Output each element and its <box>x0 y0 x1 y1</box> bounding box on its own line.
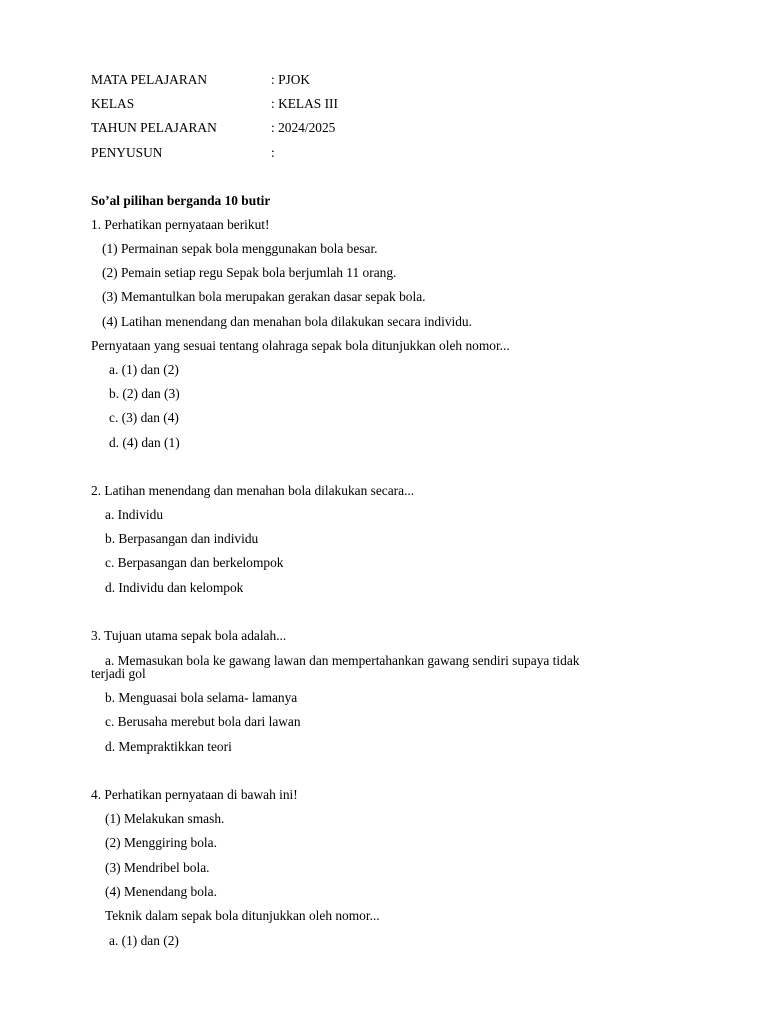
question-4-option-a: a. (1) dan (2) <box>109 933 179 948</box>
question-1-statement: (3) Memantulkan bola merupakan gerakan dasar sepak bola. <box>102 289 426 304</box>
header-value-class: : KELAS III <box>271 96 338 111</box>
question-1-statement: (4) Latihan menendang dan menahan bola dilakukan secara individu. <box>102 314 472 329</box>
question-2-option-a: a. Individu <box>105 507 164 522</box>
header-value-year: : 2024/2025 <box>271 120 336 135</box>
question-3-option-b: b. Menguasai bola selama- lamanya <box>105 690 298 705</box>
question-1-option-c: c. (3) dan (4) <box>109 410 179 425</box>
question-2-option-b: b. Berpasangan dan individu <box>105 531 259 546</box>
section-title: So’al pilihan berganda 10 butir <box>91 193 271 208</box>
question-3-option-a: a. Memasukan bola ke gawang lawan dan mempertahankan gawang sendiri supaya tidak <box>105 653 580 668</box>
header-value-author: : <box>271 145 275 160</box>
question-1-prompt: Pernyataan yang sesuai tentang olahraga sepak bola ditunjukkan oleh nomor... <box>91 338 510 353</box>
question-4-prompt: Teknik dalam sepak bola ditunjukkan oleh nomor... <box>105 908 380 923</box>
question-4-statement: (2) Menggiring bola. <box>105 835 217 850</box>
question-3-text: 3. Tujuan utama sepak bola adalah... <box>91 628 287 643</box>
question-1-statement: (1) Permainan sepak bola menggunakan bola besar. <box>102 241 378 256</box>
question-4-text: 4. Perhatikan pernyataan di bawah ini! <box>91 787 298 802</box>
question-3-option-d: d. Mempraktikkan teori <box>105 739 232 754</box>
question-1-text: 1. Perhatikan pernyataan berikut! <box>91 217 270 232</box>
question-1-statement: (2) Pemain setiap regu Sepak bola berjumlah 11 orang. <box>102 265 397 280</box>
question-2-option-c: c. Berpasangan dan berkelompok <box>105 555 284 570</box>
header-label-class: KELAS <box>91 96 135 111</box>
header-label-subject: MATA PELAJARAN <box>91 72 208 87</box>
question-3-option-a-continued: terjadi gol <box>91 666 146 681</box>
header-label-author: PENYUSUN <box>91 145 163 160</box>
question-2-text: 2. Latihan menendang dan menahan bola dilakukan secara... <box>91 483 415 498</box>
question-3-option-c: c. Berusaha merebut bola dari lawan <box>105 714 301 729</box>
question-1-option-b: b. (2) dan (3) <box>109 386 180 401</box>
question-1-option-d: d. (4) dan (1) <box>109 435 180 450</box>
header-value-subject: : PJOK <box>271 72 311 87</box>
question-2-option-d: d. Individu dan kelompok <box>105 580 244 595</box>
header-label-year: TAHUN PELAJARAN <box>91 120 217 135</box>
question-4-statement: (3) Mendribel bola. <box>105 860 210 875</box>
question-1-option-a: a. (1) dan (2) <box>109 362 179 377</box>
question-4-statement: (4) Menendang bola. <box>105 884 217 899</box>
question-4-statement: (1) Melakukan smash. <box>105 811 225 826</box>
